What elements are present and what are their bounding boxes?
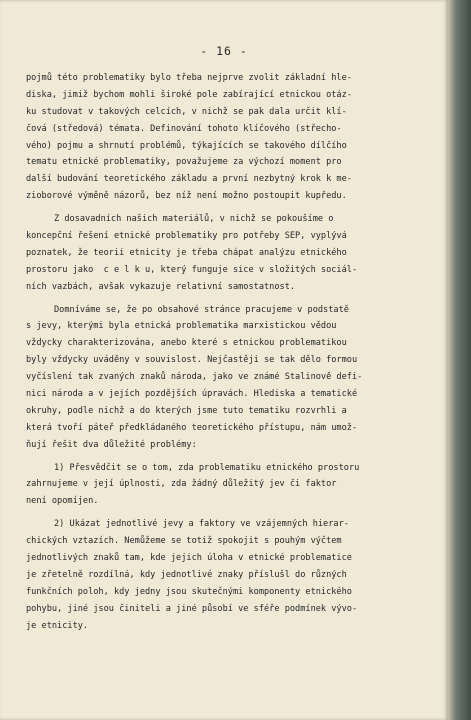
text-line: chických vztazích. Nemůžeme se totiž spokojit s pouhým výčtem xyxy=(26,536,342,547)
text-line: s jevy, kterými byla etnická problematika marxistickou vědou xyxy=(26,321,337,332)
text-line: 1) Přesvědčit se o tom, zda problematiku etnického prostoru xyxy=(54,462,360,473)
text-line: Z dosavadních našich materiálů, v nichž se pokoušíme o xyxy=(54,214,334,225)
text-line: Domníváme se, že po obsahové stránce pracujeme v podstatě xyxy=(54,304,349,315)
text-line: ních vazbách, avšak vykazuje relativní samostatnost. xyxy=(26,281,296,292)
text-line: zioborové výměně názorů, bez níž není možno postoupit kupředu. xyxy=(26,191,347,202)
text-line: není opomíjen. xyxy=(26,496,99,507)
text-line: poznatek, že teorii etnicity je třeba chápat analýzu etnického xyxy=(26,247,347,258)
text-line: prostoru jako c e l k u, který funguje sice v složitých sociál- xyxy=(26,264,358,275)
text-line: ňují řešit dva důležité problémy: xyxy=(26,439,197,450)
text-line: je etnicity. xyxy=(26,620,89,631)
text-line: pohybu, jiné jsou činiteli a jiné působí ve sféře podmínek vývo- xyxy=(26,603,358,614)
text-line: která tvoří páteř předkládaného teoretického přístupu, nám umož- xyxy=(26,422,358,433)
text-line: čová (středová) témata. Definování tohoto klíčového (střecho- xyxy=(26,123,342,134)
paragraph-1 xyxy=(26,70,426,205)
text-line: tematu etnické problematiky, považujeme za výchozí moment pro xyxy=(26,157,342,168)
text-line: vždycky charakterizována, anebo které s etnickou problematikou xyxy=(26,338,347,349)
body-text xyxy=(26,70,426,635)
text-line: diska, jimiž bychom mohli široké pole zabírající etnickou otáz- xyxy=(26,89,352,100)
paragraph-5 xyxy=(26,516,426,634)
text-line: okruhy, podle nichž a do kterých jsme tuto tematiku rozvrhli a xyxy=(26,405,347,416)
text-line: další budování teoretického základu a první nezbytný krok k me- xyxy=(26,174,352,185)
text-line: byly vždycky uváděny v souvislost. Nejčastěji se tak dělo formou xyxy=(26,355,358,366)
book-edge xyxy=(448,0,471,720)
text-line: funkčních poloh, kdy jedny jsou skutečnými komponenty etnického xyxy=(26,586,352,597)
text-line: vyčíslení tak zvaných znaků národa, jako ve známé Stalinově defi- xyxy=(26,372,363,383)
paragraph-2 xyxy=(26,211,426,295)
text-line: jednotlivých znaků tam, kde jejich úloha v etnické problematice xyxy=(26,553,352,564)
text-line: ku studovat v takových celcích, v nichž se pak dala určit klí- xyxy=(26,106,347,117)
page-number: - 16 - xyxy=(200,44,248,58)
text-line: je zřetelně rozdílná, kdy jednotlivé znaky příslušl do různých xyxy=(26,569,347,580)
paragraph-4 xyxy=(26,460,426,511)
text-line: koncepční řešení etnické problematiky pro potřeby SEP, vyplývá xyxy=(26,231,347,242)
text-line: pojmů této problematiky bylo třeba nejprve zvolit základní hle- xyxy=(26,73,352,83)
paragraph-3 xyxy=(26,302,426,454)
text-line: nici národa a v jejích pozdějších úpravách. Hlediska a tematické xyxy=(26,389,358,400)
text-line: zahrnujeme v její úplnosti, zda žádný důležitý jev či faktor xyxy=(26,479,337,490)
text-line: 2) Ukázat jednotlivé jevy a faktory ve vzájemných hierar- xyxy=(54,519,349,530)
text-line: vého) pojmu a shrnutí problémů, týkajících se takového dílčího xyxy=(26,140,347,151)
